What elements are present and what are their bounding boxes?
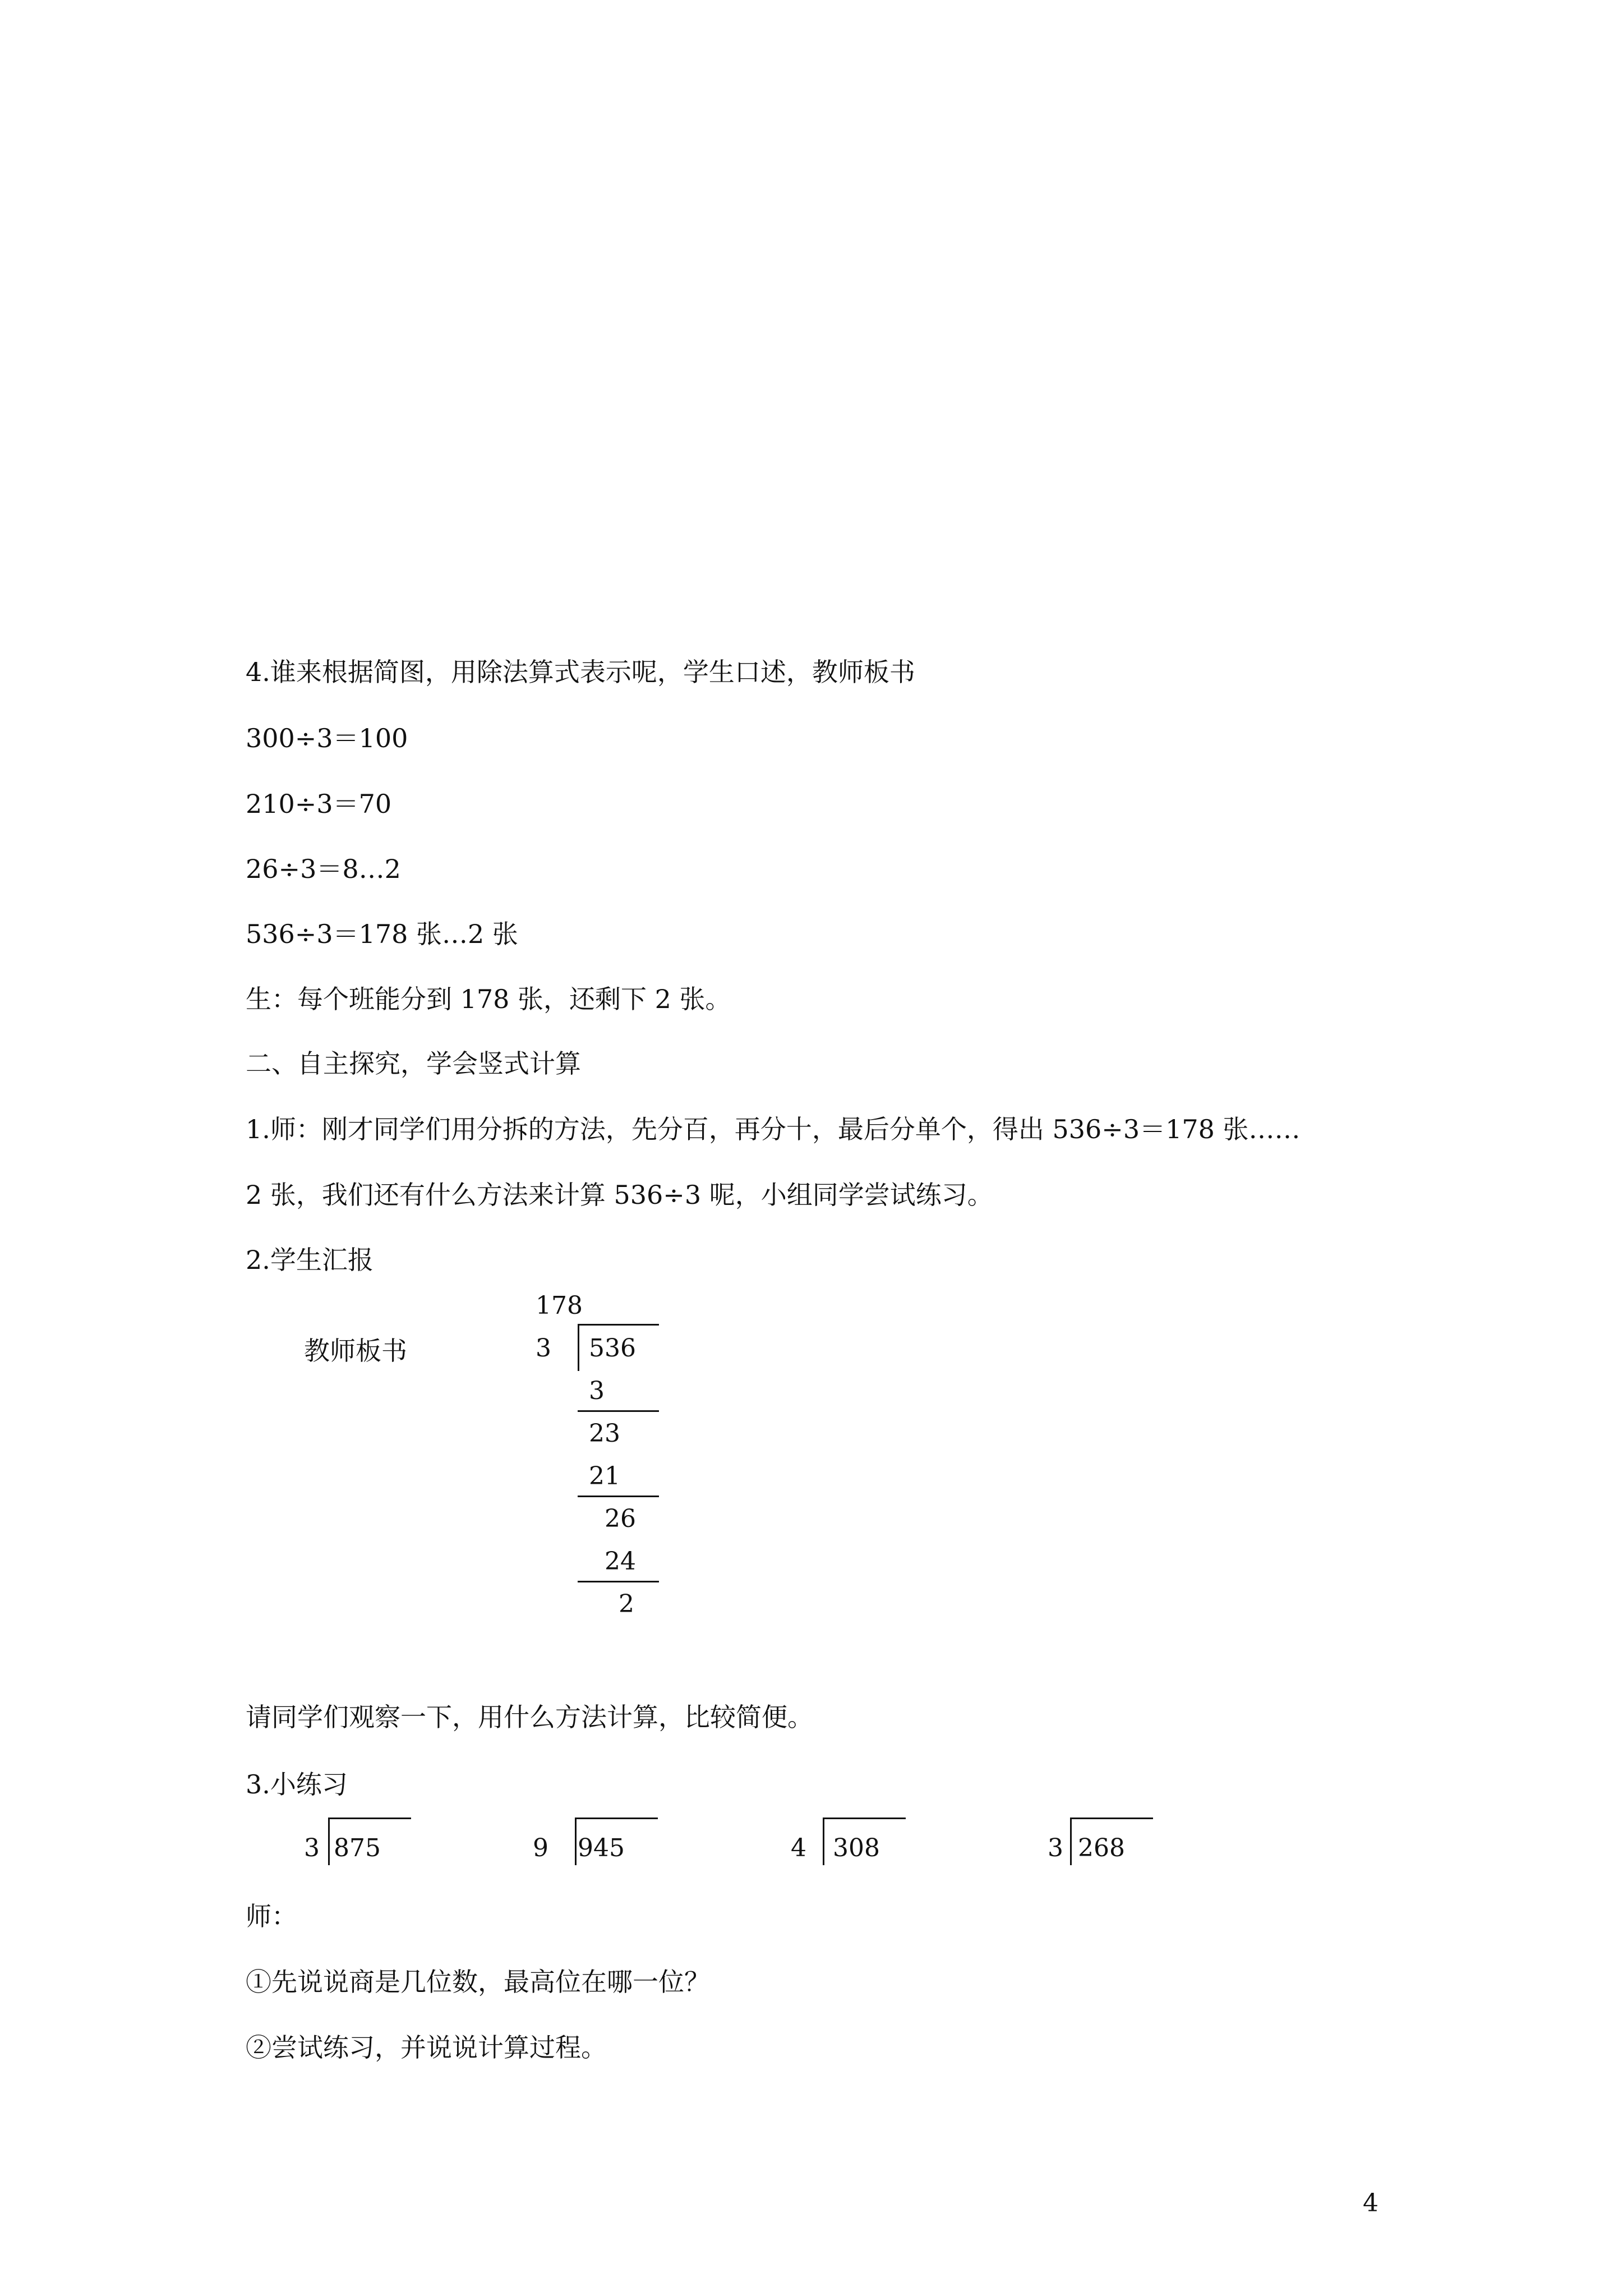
practice-divisor: 4 (791, 1834, 806, 1862)
division-step: 21 (589, 1462, 620, 1490)
practice-bracket (1070, 1818, 1072, 1865)
division-divisor: 3 (536, 1334, 551, 1363)
practice-dividend: 268 (1078, 1834, 1125, 1862)
division-bar (578, 1324, 659, 1326)
text-line: 2.学生汇报 (246, 1245, 374, 1275)
practice-divisor: 3 (304, 1834, 320, 1862)
equation-line: 536÷3＝178 张…2 张 (246, 919, 518, 949)
equation-line: 210÷3＝70 (246, 789, 392, 819)
text-line: 师： (246, 1901, 297, 1931)
text-line: ②尝试练习，并说说计算过程。 (246, 2032, 607, 2063)
division-step: 3 (589, 1377, 605, 1405)
division-rule (578, 1581, 659, 1582)
practice-bracket (575, 1818, 577, 1865)
practice-dividend: 875 (334, 1834, 381, 1862)
text-line: 4.谁来根据简图，用除法算式表示呢，学生口述，教师板书 (246, 657, 915, 687)
practice-divisor: 9 (533, 1834, 548, 1862)
division-quotient: 178 (536, 1291, 583, 1320)
equation-line: 26÷3＝8…2 (246, 854, 401, 884)
practice-bar (575, 1818, 658, 1819)
practice-divisor: 3 (1048, 1834, 1063, 1862)
division-rule (578, 1496, 659, 1497)
division-bracket (578, 1324, 579, 1371)
text-line: ①先说说商是几位数，最高位在哪一位？ (246, 1967, 710, 1997)
division-dividend: 536 (589, 1334, 636, 1363)
division-step: 23 (589, 1419, 620, 1448)
text-line: 生：每个班能分到 178 张，还剩下 2 张。 (246, 984, 731, 1014)
text-line: 请同学们观察一下，用什么方法计算，比较简便。 (246, 1702, 813, 1732)
division-step: 26 (605, 1504, 636, 1533)
practice-bar (1070, 1818, 1153, 1819)
practice-bar (328, 1818, 411, 1819)
division-remainder: 2 (619, 1590, 634, 1618)
equation-line: 300÷3＝100 (246, 723, 408, 753)
section-heading: 二、自主探究，学会竖式计算 (246, 1048, 581, 1079)
division-step: 24 (605, 1547, 636, 1576)
text-line: 1.师：刚才同学们用分拆的方法，先分百，再分十，最后分单个，得出 536÷3＝178 张…… (246, 1114, 1301, 1144)
practice-dividend: 308 (833, 1834, 880, 1862)
text-line: 2 张，我们还有什么方法来计算 536÷3 呢，小组同学尝试练习。 (246, 1180, 993, 1210)
page-number: 4 (1363, 2189, 1378, 2217)
text-line: 3.小练习 (246, 1769, 348, 1800)
practice-dividend: 945 (578, 1834, 625, 1862)
board-label: 教师板书 (304, 1336, 407, 1366)
practice-bracket (823, 1818, 824, 1865)
practice-bar (823, 1818, 906, 1819)
division-rule (578, 1410, 659, 1412)
practice-bracket (328, 1818, 330, 1865)
